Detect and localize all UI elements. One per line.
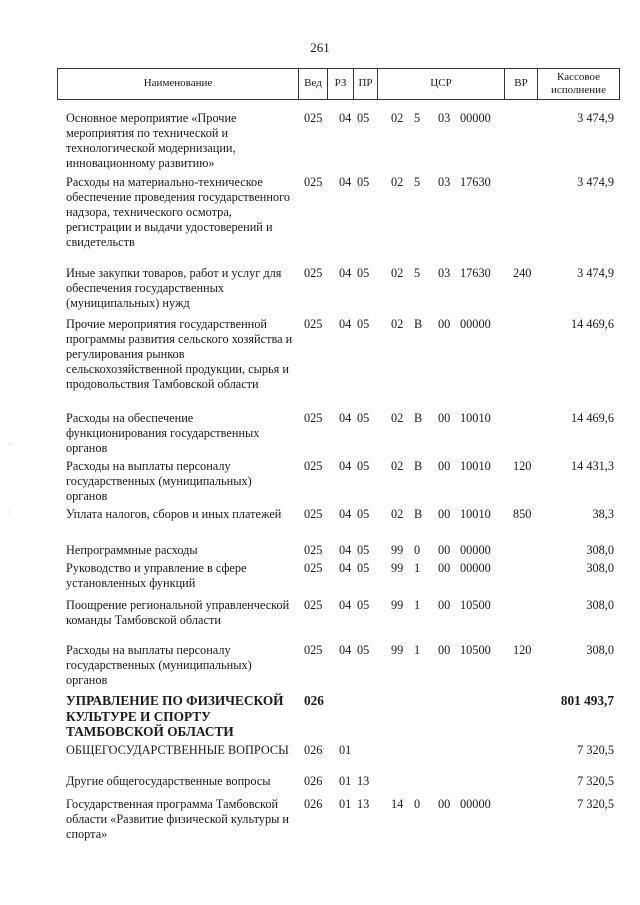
row-ved: 025 [304,543,323,557]
row-name: Непрограммные расходы [66,543,198,557]
row-pr: 05 [357,266,370,280]
row-c2: 5 [414,111,421,125]
row-c1: 14 [391,797,404,811]
row-pr: 05 [357,411,370,425]
row-c4: 00000 [460,797,491,811]
header-kassa-line2: исполнение [551,84,606,96]
row-name: Расходы на обеспечение функционирования государственных органов [66,411,260,455]
row-amount: 308,0 [586,543,614,557]
row-c3: 00 [438,411,451,425]
row-pr: 05 [357,317,370,331]
row-name: Государственная программа Тамбовской области «Развитие физической культуры и спорта» [66,797,290,841]
header-name: Наименование [143,77,213,90]
row-rz: 01 [339,797,352,811]
row-rz: 04 [339,317,352,331]
row-c2: 1 [414,561,421,575]
header-rz: РЗ [327,69,353,99]
row-name: Уплата налогов, сборов и иных платежей [66,507,282,521]
row-rz: 01 [339,774,352,788]
row-c2: 0 [414,543,421,557]
row-c1: 02 [391,266,404,280]
row-pr: 05 [357,111,370,125]
row-amount: 7 320,5 [577,797,614,811]
row-amount: 38,3 [592,507,614,521]
row-c3: 00 [438,643,451,657]
row-c4: 00000 [460,543,491,557]
row-c1: 02 [391,459,404,473]
scan-mark: · [8,440,11,449]
row-c2: В [414,317,423,331]
row-c2: В [414,507,423,521]
row-ved: 026 [304,693,324,708]
row-name: Поощрение региональной управленческой команды Тамбовской области [66,598,290,627]
header-csr: ЦСР [377,69,504,99]
row-c2: 0 [414,797,421,811]
row-amount: 3 474,9 [577,266,614,280]
row-c1: 99 [391,561,404,575]
row-ved: 025 [304,111,323,125]
row-c4: 17630 [460,175,491,189]
header-ved: Вед [298,69,327,99]
row-c1: 02 [391,507,404,521]
row-name: Иные закупки товаров, работ и услуг для обеспечения государственных (муниципальных) нужд [66,266,282,310]
row-rz: 04 [339,175,352,189]
row-rz: 04 [339,411,352,425]
row-name: ОБЩЕГОСУДАРСТВЕННЫЕ ВОПРОСЫ [66,743,289,757]
row-amount: 308,0 [586,598,614,612]
row-c4: 10010 [460,459,491,473]
row-c4: 10500 [460,643,491,657]
row-name: Прочие мероприятия государственной программы развития сельского хозяйства и регулирования рынков сельскохозяйственной продукции, сырья и продовольствия Тамбовской области [66,317,293,391]
row-c3: 00 [438,543,451,557]
row-c4: 00000 [460,317,491,331]
row-c1: 02 [391,111,404,125]
row-ved: 025 [304,411,323,425]
row-c1: 99 [391,643,404,657]
table-header [57,68,620,100]
row-rz: 04 [339,543,352,557]
row-vr: 850 [513,507,532,521]
row-amount: 308,0 [586,643,614,657]
row-c1: 02 [391,175,404,189]
row-rz: 04 [339,561,352,575]
row-c2: В [414,459,423,473]
header-vr: ВР [504,69,537,99]
row-c1: 99 [391,543,404,557]
row-c1: 99 [391,598,404,612]
row-rz: 04 [339,507,352,521]
row-pr: 05 [357,561,370,575]
row-c4: 10010 [460,411,491,425]
row-c2: 5 [414,175,421,189]
row-c3: 00 [438,317,451,331]
row-pr: 05 [357,543,370,557]
row-ved: 025 [304,598,323,612]
row-rz: 04 [339,643,352,657]
row-amount: 7 320,5 [577,743,614,757]
row-amount: 7 320,5 [577,774,614,788]
row-c4: 00000 [460,561,491,575]
row-ved: 026 [304,743,323,757]
row-ved: 025 [304,317,323,331]
row-ved: 026 [304,797,323,811]
row-pr: 13 [357,797,370,811]
row-amount: 14 469,6 [570,411,614,425]
scan-mark: · [8,508,11,517]
row-amount: 308,0 [586,561,614,575]
row-ved: 026 [304,774,323,788]
row-name: Основное мероприятие «Прочие мероприятия по технической и технологической модернизации, инновационному развитию» [66,111,237,170]
row-name: Другие общегосударственные вопросы [66,774,271,788]
row-vr: 120 [513,459,532,473]
row-name: УПРАВЛЕНИЕ ПО ФИЗИЧЕСКОЙ КУЛЬТУРЕ И СПОРТУ ТАМБОВСКОЙ ОБЛАСТИ [66,693,284,739]
row-c3: 00 [438,797,451,811]
row-c2: 5 [414,266,421,280]
header-pr: ПР [353,69,377,99]
row-rz: 04 [339,598,352,612]
row-rz: 04 [339,111,352,125]
row-c3: 00 [438,598,451,612]
row-c2: 1 [414,598,421,612]
row-ved: 025 [304,266,323,280]
row-rz: 04 [339,459,352,473]
row-name: Расходы на материально-техническое обеспечение проведения государственного надзора, технического осмотра, регистрации и выдачи удостоверений и свидетельств [66,175,290,249]
row-pr: 05 [357,459,370,473]
row-c1: 02 [391,411,404,425]
row-amount: 3 474,9 [577,111,614,125]
row-amount: 14 469,6 [570,317,614,331]
row-c3: 03 [438,111,451,125]
row-ved: 025 [304,643,323,657]
row-c1: 02 [391,317,404,331]
row-amount: 3 474,9 [577,175,614,189]
row-name: Расходы на выплаты персоналу государственных (муниципальных) органов [66,643,252,687]
page-number: 261 [310,40,330,55]
row-c3: 00 [438,561,451,575]
row-c4: 17630 [460,266,491,280]
row-rz: 01 [339,743,352,757]
row-c4: 00000 [460,111,491,125]
row-pr: 05 [357,507,370,521]
row-pr: 05 [357,643,370,657]
row-ved: 025 [304,459,323,473]
row-c3: 03 [438,266,451,280]
row-c4: 10010 [460,507,491,521]
row-c3: 03 [438,175,451,189]
row-pr: 05 [357,598,370,612]
row-ved: 025 [304,561,323,575]
row-c3: 00 [438,459,451,473]
row-rz: 04 [339,266,352,280]
row-ved: 025 [304,175,323,189]
row-c2: В [414,411,423,425]
row-pr: 05 [357,175,370,189]
header-kassa-line1: Кассовое [557,70,600,83]
row-name: Руководство и управление в сфере установленных функций [66,561,247,590]
row-ved: 025 [304,507,323,521]
row-c4: 10500 [460,598,491,612]
row-name: Расходы на выплаты персоналу государственных (муниципальных) органов [66,459,252,503]
row-c3: 00 [438,507,451,521]
row-amount: 801 493,7 [560,693,614,708]
row-pr: 13 [357,774,370,788]
row-amount: 14 431,3 [570,459,614,473]
header-kassa [537,69,619,99]
row-vr: 120 [513,643,532,657]
row-vr: 240 [513,266,532,280]
row-c2: 1 [414,643,421,657]
